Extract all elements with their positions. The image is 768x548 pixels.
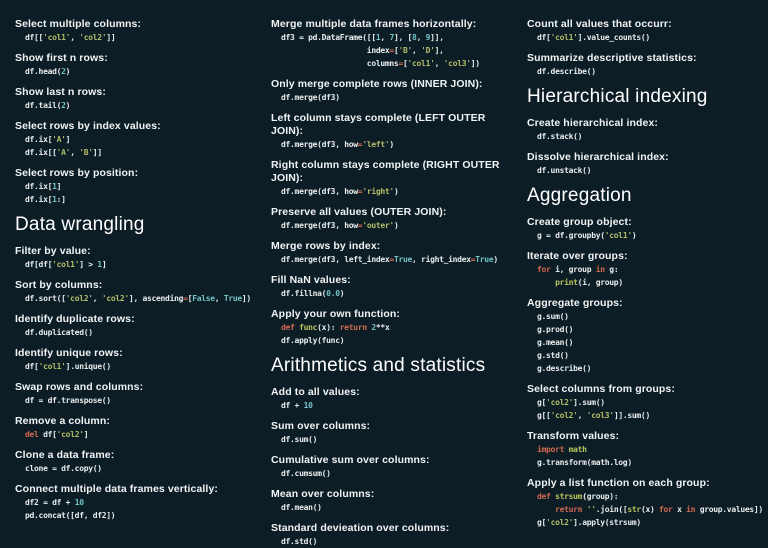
cheat-item [15,449,263,475]
code-line [15,292,263,305]
code-line [15,99,263,112]
code-line [271,253,519,266]
code-token: True [223,294,242,303]
code-token: = [398,59,403,68]
code-token: g[ [537,518,547,527]
code-token: ) [339,289,345,298]
code-token: ) [389,140,394,149]
code-token: df.tail( [25,101,62,110]
code-line [15,65,263,78]
code-token: 'outer' [362,221,394,230]
code-token: 'col2' [550,411,578,420]
code-token: df[ [25,362,39,371]
code-token: ] [101,260,107,269]
code-token: df = df.transpose() [25,396,111,405]
code-token: 1 [52,182,57,191]
code-token: , [92,294,102,303]
code-token: math [568,445,587,454]
code-token: g.mean() [537,338,574,347]
code-line [271,433,519,446]
cheat-item [271,386,519,412]
code-line [15,496,263,509]
code-token: return [339,323,372,332]
code-token: g[ [537,398,547,407]
code-token: g.sum() [537,312,569,321]
cheat-item [15,313,263,339]
code-token: **x [375,323,390,332]
cheat-item [527,216,768,242]
code-line [527,323,768,336]
code-token: 'A' [52,135,66,144]
code-line [15,180,263,193]
item-label: Sum over columns: [271,420,371,432]
cheat-item [527,430,768,469]
code-token: , right_index [412,255,471,264]
code-token: , [416,33,426,42]
item-label: Left column stays complete (LEFT OUTER JOIN): [271,112,486,137]
code-token: ]) [470,59,480,68]
cheat-item [271,159,519,198]
code-token: 'D' [421,46,435,55]
code-token: .join([ [595,505,628,514]
cheat-item [527,52,768,78]
code-token: ]] [106,33,116,42]
code-token: 1 [375,33,381,42]
code-line [271,219,519,232]
code-token: g = df.groupby( [537,231,605,240]
code-line [15,509,263,522]
item-label: Sort by columns: [15,279,103,291]
item-label: Count all values that occurr: [527,18,672,30]
code-token: del [25,430,39,439]
item-label: Merge multiple data frames horizontally: [271,18,477,30]
code-token: for [659,505,673,514]
code-token: 'left' [362,140,390,149]
code-token: g.prod() [537,325,574,334]
code-token: 'col1' [604,231,632,240]
code-token: strsum [555,492,583,501]
code-token: ) [65,67,71,76]
code-token: 'col3' [586,411,614,420]
code-token: (group): [582,492,619,501]
item-label: Select rows by position: [15,167,139,179]
code-line [15,258,263,271]
code-token: 'col1' [52,260,80,269]
code-token: df.sort([ [25,294,66,303]
cheat-item [15,381,263,407]
code-line [271,138,519,151]
code-token: 'col1' [43,33,71,42]
code-line [527,263,768,276]
code-token: , [70,33,80,42]
code-line [527,490,768,503]
code-token: , [577,411,587,420]
code-token: 7 [389,33,394,42]
code-line [527,65,768,78]
code-line [527,503,768,516]
item-label: Mean over columns: [271,488,375,500]
code-line [15,193,263,206]
item-label: Create hierarchical index: [527,117,658,129]
cheat-item [271,308,519,347]
code-token: , [434,59,444,68]
code-token: 'col1' [407,59,435,68]
item-label: Standard devieation over columns: [271,522,450,534]
cheat-item [15,167,263,206]
code-token: ].sum() [573,398,605,407]
code-token: df[ [537,33,551,42]
code-line [527,130,768,143]
code-token: True [393,255,413,264]
code-token: 'A' [56,148,71,157]
column-left [15,18,271,543]
code-token [537,505,555,514]
item-label: Clone a data frame: [15,449,115,461]
code-token: ) [65,101,71,110]
code-token: = [183,294,188,303]
code-line [15,31,263,44]
code-line [15,146,263,159]
item-label: Swap rows and columns: [15,381,144,393]
code-line [271,334,519,347]
item-label: Select rows by index values: [15,120,161,132]
code-line [527,164,768,177]
item-label: Add to all values: [271,386,360,398]
item-label: Preserve all values (OUTER JOIN): [271,206,447,218]
code-line [271,31,519,44]
item-label: Show first n rows: [15,52,108,64]
item-label: Fill NaN values: [271,274,351,286]
code-token: g.std() [537,351,569,360]
item-label: Apply your own function: [271,308,400,320]
code-token: in [686,505,696,514]
code-token [537,278,555,287]
code-token: df.cumsum() [281,469,331,478]
code-line [527,396,768,409]
code-token: ) [393,221,399,230]
code-token: g.describe() [537,364,592,373]
item-label: Identify unique rows: [15,347,123,359]
cheat-item [15,279,263,305]
code-token: , [70,148,80,157]
code-token: df[[ [25,33,44,42]
code-token: ] > [79,260,98,269]
code-token: df.apply(func) [281,336,345,345]
code-line [15,326,263,339]
code-token: group.values]) [695,505,763,514]
code-token: True [475,255,494,264]
code-token: ], ascending [128,294,184,303]
code-line [527,409,768,422]
item-label: Filter by value: [15,245,91,257]
code-line [271,91,519,104]
code-token: print [555,278,578,287]
code-token: = [389,46,394,55]
code-line [527,443,768,456]
code-token: = [389,255,394,264]
code-token: index [281,46,390,55]
item-label: Right column stays complete (RIGHT OUTER JOIN): [271,159,500,184]
item-label: Iterate over groups: [527,250,628,262]
code-line [271,535,519,548]
code-line [527,31,768,44]
code-token: return [555,505,587,514]
code-token: 'col3' [443,59,471,68]
item-label: Summarize descriptive statistics: [527,52,697,64]
code-line [15,462,263,475]
code-token: g[[ [537,411,551,420]
code-token: , [380,33,390,42]
cheat-item [271,240,519,266]
code-token: import [537,445,569,454]
code-line [527,276,768,289]
item-label: Apply a list function on each group: [527,477,710,489]
code-token: ].apply(strsum) [573,518,641,527]
code-token: columns [281,59,399,68]
code-token: df.ix[[ [25,148,57,157]
cheat-item [271,420,519,446]
item-label: Identify duplicate rows: [15,313,135,325]
code-line [527,362,768,375]
code-token: [ [393,46,399,55]
code-token: df.unstack() [537,166,592,175]
code-token: ] [56,182,62,191]
code-line [527,349,768,362]
code-token: df.duplicated() [25,328,93,337]
item-label: Create group object: [527,216,632,228]
cheat-item [15,52,263,78]
code-token: df.ix[ [25,135,53,144]
code-token: ]] [92,148,102,157]
code-token: df.ix[ [25,182,53,191]
code-token: def [537,492,556,501]
code-line [527,456,768,469]
cheat-item [15,347,263,373]
code-token: x [672,505,687,514]
item-label: Aggregate groups: [527,297,623,309]
code-token: = [470,255,476,264]
item-label: Only merge complete rows (INNER JOIN): [271,78,483,90]
code-line [15,428,263,441]
code-token: 'col2' [546,398,574,407]
code-token: ) [631,231,637,240]
code-token: 'right' [362,187,394,196]
cheat-item [527,151,768,177]
code-token: ], [434,46,444,55]
code-line [271,185,519,198]
code-token: df.sum() [281,435,318,444]
code-line [527,336,768,349]
code-token: 1 [97,260,102,269]
code-line [527,229,768,242]
code-token: df.fillna( [281,289,327,298]
code-token: ] [65,135,71,144]
cheat-item [271,78,519,104]
code-line [271,399,519,412]
code-token: 0.0 [326,289,340,298]
code-token: df.stack() [537,132,583,141]
code-token: 'col2' [79,33,107,42]
code-token: str [627,505,641,514]
code-token: 'col2' [56,430,84,439]
code-token: g.transform(math.log) [537,458,632,467]
code-token: func [299,323,318,332]
code-token: df.std() [281,537,318,546]
code-token: df[ [38,430,57,439]
code-token: , [214,294,224,303]
item-label: Connect multiple data frames vertically: [15,483,218,495]
code-token: df.merge(df3, how [281,140,358,149]
column-right [527,18,768,543]
code-token: [ [187,294,193,303]
code-token: 2 [371,323,376,332]
code-token: = [357,140,363,149]
code-line [527,310,768,323]
code-token: 2 [61,67,66,76]
item-label: Show last n rows: [15,86,106,98]
cheat-item [15,18,263,44]
code-token: 10 [303,401,313,410]
code-token: 'col1' [38,362,66,371]
code-token: '' [586,505,596,514]
cheat-item [15,86,263,112]
code-token: (i, group) [577,278,623,287]
cheat-item [271,206,519,232]
code-token: def [281,323,300,332]
code-token: df2 = df + [25,498,75,507]
code-token: ]], [430,33,444,42]
code-token: = [357,187,363,196]
item-label: Select multiple columns: [15,18,142,30]
code-token: ], [ [393,33,413,42]
code-token: pd.concat([df, df2]) [25,511,116,520]
code-line [271,287,519,300]
code-token: 10 [74,498,84,507]
item-label: Merge rows by index: [271,240,381,252]
code-token: 'col1' [550,33,578,42]
code-token: in [595,265,610,274]
item-label: Dissolve hierarchical index: [527,151,669,163]
code-token: df.merge(df3, how [281,221,358,230]
code-token: 'B' [398,46,413,55]
code-line [15,360,263,373]
cheat-item [271,454,519,480]
cheat-item [527,117,768,143]
cheat-item [271,112,519,151]
code-token: ) [493,255,498,264]
code-token: df.mean() [281,503,322,512]
code-token: = [357,221,363,230]
code-token: 'col2' [101,294,129,303]
code-token: ]) [241,294,251,303]
code-line [271,501,519,514]
code-line [271,44,519,57]
code-token: False [192,294,215,303]
code-token: 'B' [79,148,93,157]
code-token: [ [402,59,408,68]
section-heading: Arithmetics and statistics [271,355,486,376]
cheat-item [15,483,263,522]
cheat-item [527,250,768,289]
cheat-item [527,297,768,375]
code-token: df.head( [25,67,62,76]
cheat-item [271,488,519,514]
code-token: df.merge(df3) [281,93,340,102]
section-heading: Data wrangling [15,214,145,235]
item-label: Remove a column: [15,415,110,427]
code-token: 'col2' [546,518,574,527]
cheat-item [271,18,519,70]
code-token: g: [609,265,619,274]
code-token: clone = df.copy() [25,464,102,473]
column-middle [271,18,527,546]
code-token: 9 [425,33,431,42]
code-token: ].unique() [65,362,111,371]
cheat-item [271,274,519,300]
code-token: df.merge(df3, left_index [281,255,390,264]
cheat-item [15,245,263,271]
cheat-item [527,383,768,422]
item-label: Transform values: [527,430,620,442]
item-label: Cumulative sum over columns: [271,454,430,466]
code-token: ] [83,430,89,439]
section-heading: Hierarchical indexing [527,86,708,107]
code-token: ]].sum() [613,411,650,420]
code-token: 'col2' [65,294,93,303]
code-token: (x) [640,505,660,514]
code-token: df.ix[ [25,195,53,204]
code-line [15,394,263,407]
code-token: i, group [555,265,596,274]
code-token: df.merge(df3, how [281,187,358,196]
code-token: ) [393,187,399,196]
code-token: :] [56,195,66,204]
cheat-item [15,415,263,441]
code-token: (x): [317,323,340,332]
cheat-item [527,18,768,44]
code-token: for [537,265,556,274]
cheat-item [271,522,519,548]
item-label: Select columns from groups: [527,383,675,395]
code-token: 8 [412,33,417,42]
code-token: df3 = pd.DataFrame([[ [281,33,376,42]
section-heading: Aggregation [527,185,632,206]
code-token: 2 [61,101,66,110]
cheat-item [527,477,768,529]
cheat-item [15,120,263,159]
code-line [15,133,263,146]
code-token: 1 [52,195,57,204]
code-token: , [412,46,422,55]
code-line [271,467,519,480]
code-line [527,516,768,529]
code-token: df[df[ [25,260,53,269]
code-token: ].value_counts() [577,33,650,42]
code-token: df + [281,401,304,410]
code-token: df.describe() [537,67,596,76]
code-line [271,321,519,334]
code-line [271,57,519,70]
